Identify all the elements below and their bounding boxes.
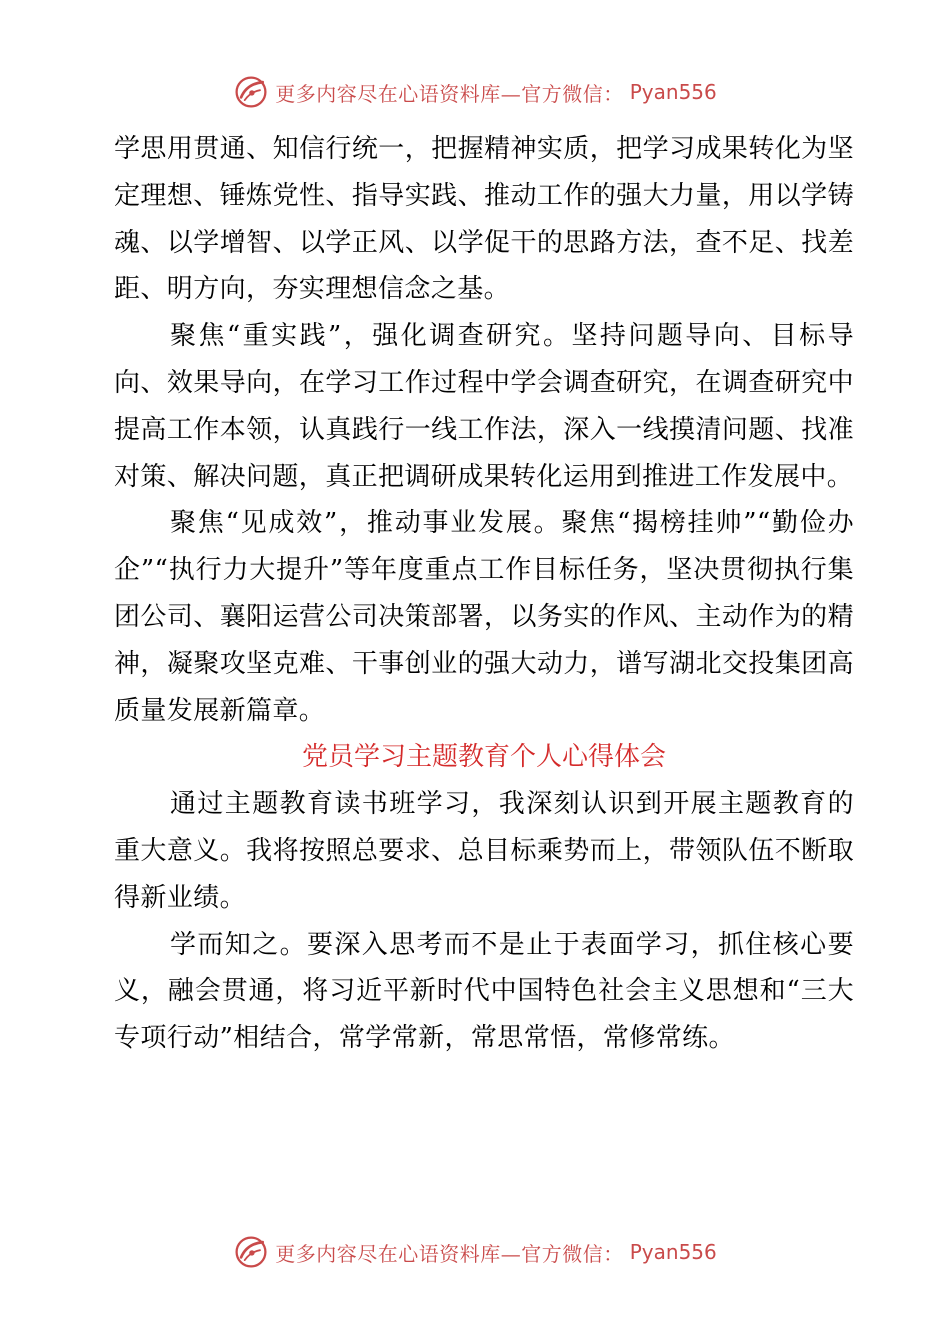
footer-watermark-banner (0, 1232, 950, 1272)
paragraph-1: 学思用贯通、知信行统一，把握精神实质，把学习成果转化为坚定理想、锤炼党性、指导实践、推动工作的强大力量，用以学铸魂、以学增智、以学正风、以学促干的思路方法，查不足、找差距、明方向，夯实理想信念之基。 (114, 134, 854, 305)
paragraph-3: 聚焦“见成效”，推动事业发展。聚焦“揭榜挂帅”“勤俭办企”“执行力大提升”等年度重点工作目标任务，坚决贯彻执行集团公司、襄阳运营公司决策部署，以务实的作风、主动作为的精神，凝聚攻坚克难、干事创业的强大动力，谱写湖北交投集团高质量发展新篇章。 (114, 508, 854, 726)
paragraph-5: 学而知之。要深入思考而不是止于表面学习，抓住核心要义，融会贯通，将习近平新时代中国特色社会主义思想和“三大专项行动”相结合，常学常新，常思常悟，常修常练。 (114, 929, 854, 1054)
banner-text: 更多内容尽在心语资料库—官方微信： (275, 81, 624, 106)
banner-text: 更多内容尽在心语资料库—官方微信： (275, 1241, 624, 1266)
banner-wechat-id: Pyan556 (629, 80, 717, 104)
banner-wechat-id: Pyan556 (629, 1240, 717, 1264)
document-body (114, 126, 854, 1062)
paragraph-2: 聚焦“重实践”，强化调查研究。坚持问题导向、目标导向、效果导向，在学习工作过程中学会调查研究，在调查研究中提高工作本领，认真践行一线工作法，深入一线摸清问题、找准对策、解决问题，真正把调研成果转化运用到推进工作发展中。 (114, 321, 854, 492)
header-watermark-banner (0, 72, 950, 112)
logo-seal-icon (233, 74, 269, 110)
paragraph-4: 通过主题教育读书班学习，我深刻认识到开展主题教育的重大意义。我将按照总要求、总目标乘势而上，带领队伍不断取得新业绩。 (114, 789, 854, 913)
section-heading: 党员学习主题教育个人心得体会 (301, 742, 666, 773)
logo-seal-icon (233, 1234, 269, 1270)
